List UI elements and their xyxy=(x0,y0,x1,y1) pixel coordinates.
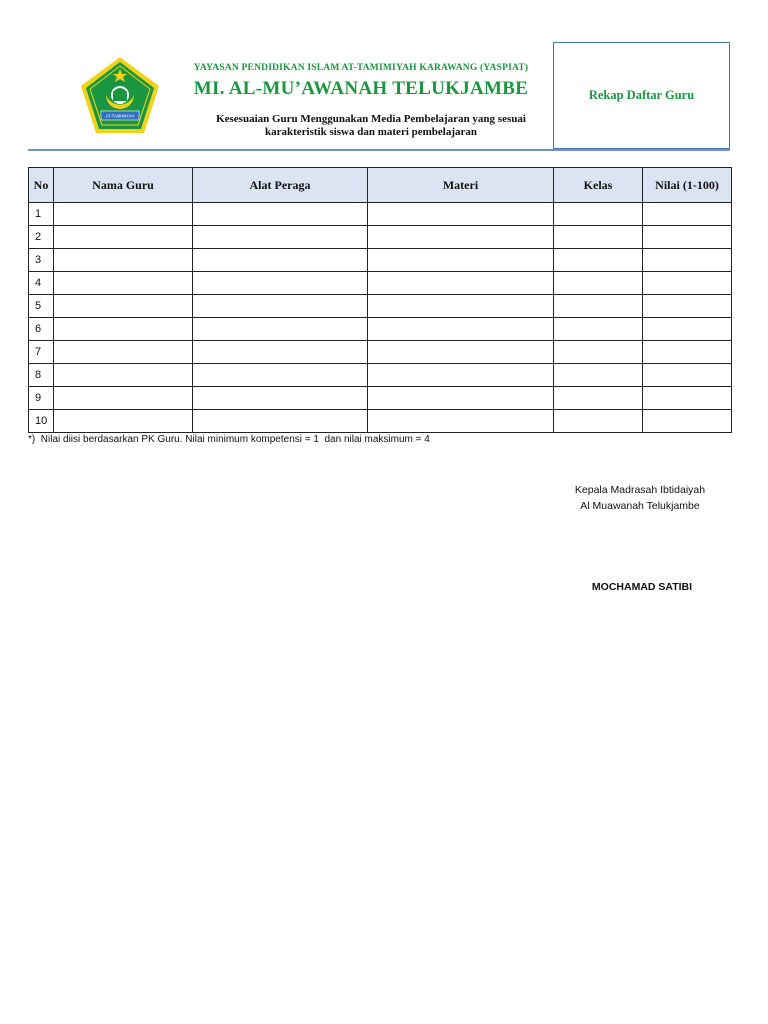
cell-kelas[interactable] xyxy=(554,387,643,410)
cell-alat-peraga[interactable] xyxy=(193,341,368,364)
row-number: 8 xyxy=(29,364,54,387)
cell-nilai[interactable] xyxy=(643,249,732,272)
cell-nilai[interactable] xyxy=(643,318,732,341)
school-name: MI. AL-MU’AWANAH TELUKJAMBE xyxy=(193,78,529,99)
cell-nilai[interactable] xyxy=(643,364,732,387)
row-number: 7 xyxy=(29,341,54,364)
cell-kelas[interactable] xyxy=(554,364,643,387)
logo-ribbon-text: AT-TAMIMIYAH xyxy=(105,113,135,119)
cell-nilai[interactable] xyxy=(643,272,732,295)
cell-nama-guru[interactable] xyxy=(54,295,193,318)
rekap-title: Rekap Daftar Guru xyxy=(588,88,695,102)
subtitle-line-1: Kesesuaian Guru Menggunakan Media Pembelajaran yang sesuai xyxy=(216,113,526,125)
row-number: 6 xyxy=(29,318,54,341)
cell-materi[interactable] xyxy=(368,387,554,410)
cell-nama-guru[interactable] xyxy=(54,341,193,364)
row-number: 1 xyxy=(29,203,54,226)
cell-nilai[interactable] xyxy=(643,341,732,364)
cell-materi[interactable] xyxy=(368,341,554,364)
cell-materi[interactable] xyxy=(368,410,554,433)
cell-nilai[interactable] xyxy=(643,295,732,318)
cell-materi[interactable] xyxy=(368,203,554,226)
table-row xyxy=(29,387,732,410)
cell-alat-peraga[interactable] xyxy=(193,272,368,295)
cell-materi[interactable] xyxy=(368,272,554,295)
col-header-materi: Materi xyxy=(368,168,554,203)
cell-nama-guru[interactable] xyxy=(54,387,193,410)
table-row xyxy=(29,226,732,249)
school-logo xyxy=(79,55,161,137)
table-row xyxy=(29,410,732,433)
document-subtitle xyxy=(176,113,566,139)
cell-nilai[interactable] xyxy=(643,410,732,433)
cell-kelas[interactable] xyxy=(554,272,643,295)
cell-kelas[interactable] xyxy=(554,295,643,318)
row-number: 5 xyxy=(29,295,54,318)
table-row xyxy=(29,364,732,387)
cell-alat-peraga[interactable] xyxy=(193,410,368,433)
cell-kelas[interactable] xyxy=(554,249,643,272)
cell-nama-guru[interactable] xyxy=(54,318,193,341)
row-number: 9 xyxy=(29,387,54,410)
cell-kelas[interactable] xyxy=(554,203,643,226)
cell-nilai[interactable] xyxy=(643,203,732,226)
cell-materi[interactable] xyxy=(368,318,554,341)
table-row xyxy=(29,203,732,226)
table-row xyxy=(29,272,732,295)
cell-nama-guru[interactable] xyxy=(54,226,193,249)
row-number: 3 xyxy=(29,249,54,272)
signature-place: Al Muawanah Telukjambe xyxy=(580,500,700,512)
cell-alat-peraga[interactable] xyxy=(193,249,368,272)
cell-alat-peraga[interactable] xyxy=(193,203,368,226)
cell-nama-guru[interactable] xyxy=(54,249,193,272)
header-divider xyxy=(28,149,730,151)
cell-alat-peraga[interactable] xyxy=(193,387,368,410)
cell-alat-peraga[interactable] xyxy=(193,295,368,318)
signature-title: Kepala Madrasah Ibtidaiyah xyxy=(574,484,706,496)
cell-nama-guru[interactable] xyxy=(54,272,193,295)
col-header-alat-peraga: Alat Peraga xyxy=(193,168,368,203)
col-header-nama-guru: Nama Guru xyxy=(54,168,193,203)
col-header-kelas: Kelas xyxy=(554,168,643,203)
teacher-table xyxy=(28,167,732,433)
table-row xyxy=(29,318,732,341)
cell-alat-peraga[interactable] xyxy=(193,364,368,387)
cell-nama-guru[interactable] xyxy=(54,410,193,433)
cell-kelas[interactable] xyxy=(554,226,643,249)
table-row xyxy=(29,249,732,272)
footnote: *) Nilai diisi berdasarkan PK Guru. Nilai minimum kompetensi = 1 dan nilai maksimum = 4 xyxy=(28,434,430,445)
cell-kelas[interactable] xyxy=(554,410,643,433)
cell-alat-peraga[interactable] xyxy=(193,318,368,341)
cell-nilai[interactable] xyxy=(643,387,732,410)
cell-materi[interactable] xyxy=(368,249,554,272)
cell-materi[interactable] xyxy=(368,364,554,387)
rekap-title-box xyxy=(553,42,730,149)
col-header-nilai: Nilai (1-100) xyxy=(643,168,732,203)
cell-nama-guru[interactable] xyxy=(54,203,193,226)
cell-materi[interactable] xyxy=(368,295,554,318)
cell-alat-peraga[interactable] xyxy=(193,226,368,249)
subtitle-line-2: karakteristik siswa dan materi pembelajaran xyxy=(264,126,478,138)
cell-nama-guru[interactable] xyxy=(54,364,193,387)
cell-materi[interactable] xyxy=(368,226,554,249)
cell-nilai[interactable] xyxy=(643,226,732,249)
row-number: 2 xyxy=(29,226,54,249)
table-row xyxy=(29,295,732,318)
col-header-no: No xyxy=(29,168,54,203)
cell-kelas[interactable] xyxy=(554,318,643,341)
signature-name: MOCHAMAD SATIBI xyxy=(591,581,693,593)
table-row xyxy=(29,341,732,364)
table-header-row xyxy=(29,168,732,203)
row-number: 10 xyxy=(29,410,54,433)
table-body xyxy=(29,203,732,433)
row-number: 4 xyxy=(29,272,54,295)
foundation-name: YAYASAN PENDIDIKAN ISLAM AT-TAMIMIYAH KARAWANG (YASPIAT) xyxy=(193,63,529,73)
cell-kelas[interactable] xyxy=(554,341,643,364)
